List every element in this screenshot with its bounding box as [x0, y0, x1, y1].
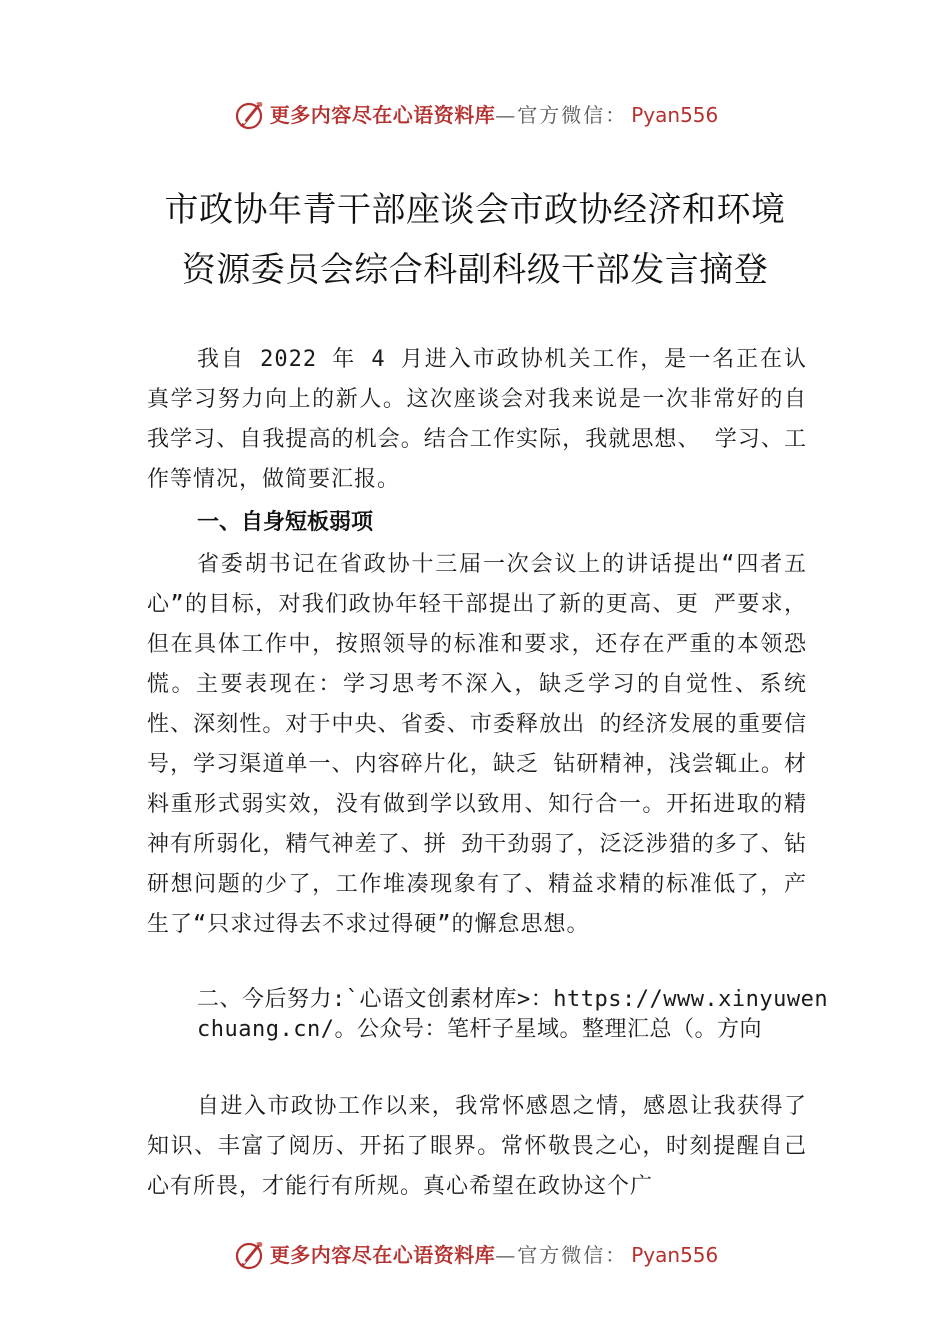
header-banner [0, 98, 950, 132]
banner-site-text: 更多内容尽在心语资料库 [269, 103, 496, 127]
document-title-line-1: 市政协年青干部座谈会市政协经济和环境 [164, 190, 786, 230]
footer-banner [0, 1238, 950, 1272]
banner-dash: — [495, 103, 518, 127]
banner-site-text: 更多内容尽在心语资料库 [269, 1243, 496, 1267]
banner-wechat-label: 官方微信： [517, 103, 628, 127]
paragraph-gratitude: 自进入市政协工作以来，我常怀感恩之情，感恩让我获得了知识、丰富了阅历、开拓了眼界。常怀敬畏之心，时刻提醒自己心有所畏，才能行有所规。真心希望在政协这个广 [147, 1094, 807, 1199]
paragraph-shortcomings: 省委胡书记在省政协十三届一次会议上的讲话提出“四者五心”的目标，对我们政协年轻干部提出了新的更高、更 严要求，但在具体工作中，按照领导的标准和要求，还存在严重的本领恐慌。主要表现在：学习思考不深入，缺乏学习的自觉性、系统性、深刻性。对于中央、省委、市委释放出 的经济发展的重要信号，学习渠道单一、内容碎片化，缺乏 钻研精神，浅尝辄止。材料重形式弱实效，没有做到学以致用、知行合一。开拓进取的精神有所弱化，精气神差了、拼 劲干劲弱了，泛泛涉猎的多了、钻研想问题的少了，工作堆凑现象有了、精益求精的标准低了，产生了“只求过得去不求过得硬”的懈怠思想。 [147, 552, 807, 937]
banner-wechat-id: Pyan556 [631, 1243, 719, 1267]
quill-pen-logo-icon [232, 98, 266, 132]
banner-wechat-label: 官方微信： [517, 1243, 628, 1267]
paragraph-intro: 我自 2022 年 4 月进入市政协机关工作，是一名正在认真学习努力向上的新人。这次座谈会对我来说是一次非常好的自我学习、自我提高的机会。结合工作实际，我就思想、 学习、工作等情况，做简要汇报。 [147, 347, 807, 492]
quill-pen-logo-icon [232, 1238, 266, 1272]
banner-wechat-id: Pyan556 [631, 103, 719, 127]
document-title-line-2: 资源委员会综合科副科级干部发言摘登 [181, 250, 769, 290]
section-heading-2-with-link: 二、今后努力:`心语文创素材库>：https://www.xinyuwenchuang.cn/。公众号：笔杆子星域。整理汇总（。方向 [197, 987, 829, 1042]
section-heading-1: 一、自身短板弱项 [197, 510, 374, 535]
banner-dash: — [495, 1243, 518, 1267]
